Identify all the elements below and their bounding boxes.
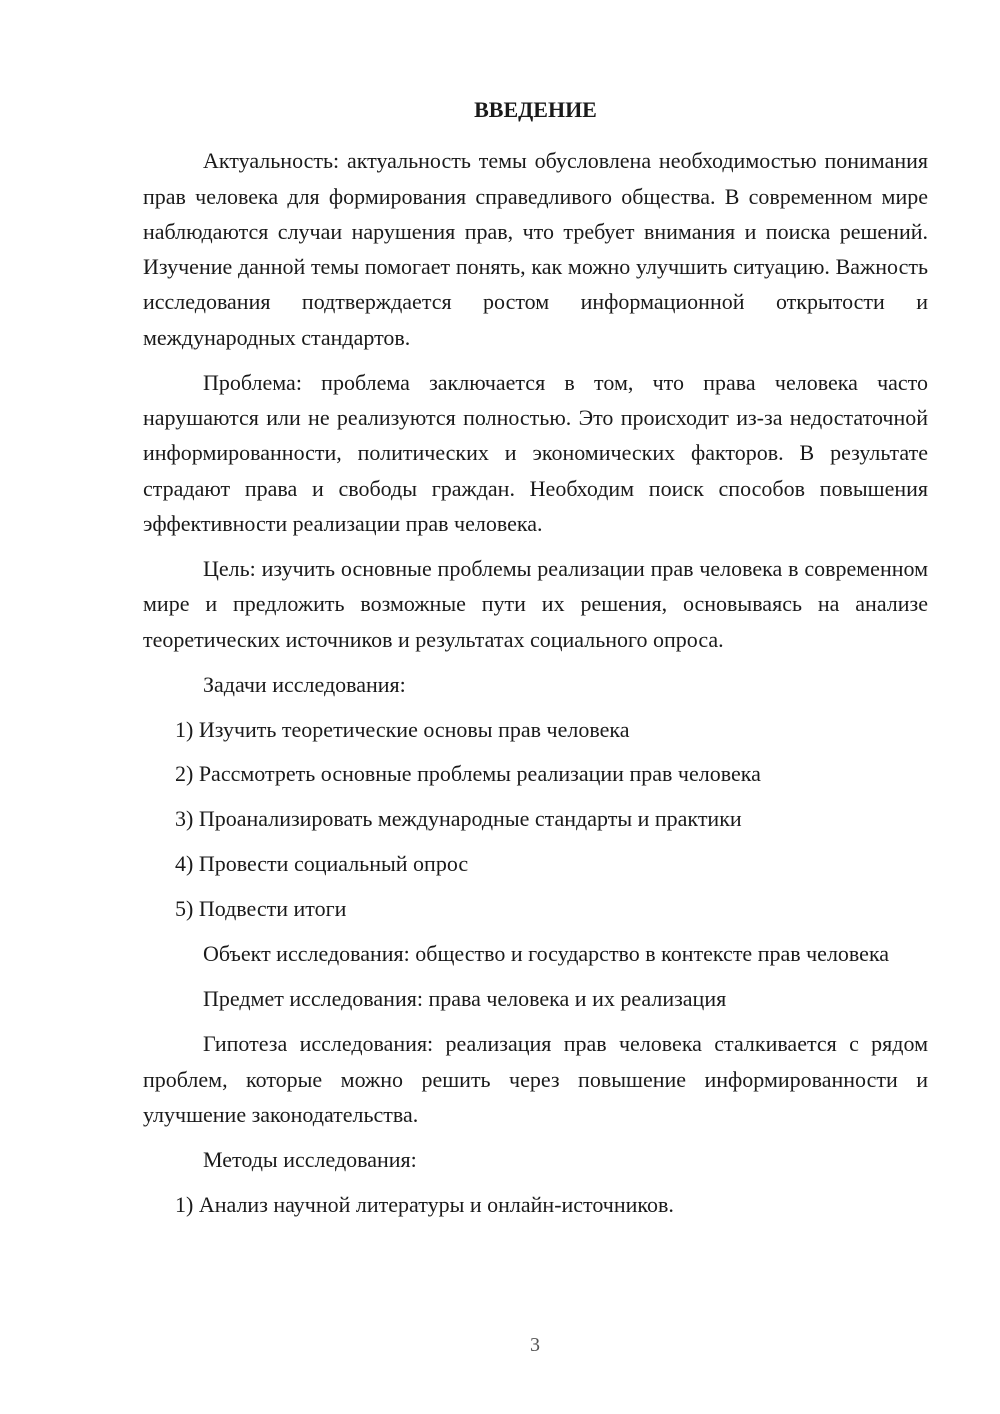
document-page	[143, 92, 928, 1232]
task-item: 5) Подвести итоги	[175, 896, 347, 922]
problem-paragraph: Проблема: проблема заключается в том, что права человека часто нарушаются или не реализуются полностью. Это происходит из-за недостаточной информированности, политических и экономических факторов. В результате страдают права и свободы граждан. Необходим поиск способов повышения эффективности реализации прав человека.	[143, 369, 928, 536]
task-item: 1) Изучить теоретические основы прав человека	[175, 716, 630, 742]
task-item: 4) Провести социальный опрос	[175, 851, 469, 877]
subject-paragraph: Предмет исследования: права человека и их реализация	[203, 986, 727, 1012]
hypothesis-paragraph: Гипотеза исследования: реализация прав человека сталкивается с рядом проблем, которые можно решить через повышение информированности и улучшение законодательства.	[143, 1031, 928, 1127]
section-heading: ВВЕДЕНИЕ	[474, 97, 597, 122]
object-paragraph: Объект исследования: общество и государство в контексте прав человека	[203, 941, 890, 967]
task-item: 2) Рассмотреть основные проблемы реализации прав человека	[175, 761, 761, 787]
methods-label: Методы исследования:	[203, 1146, 417, 1172]
goal-paragraph: Цель: изучить основные проблемы реализации прав человека в современном мире и предложить возможные пути их решения, основываясь на анализе теоретических источников и результатах социального опроса.	[143, 555, 928, 652]
method-item: 1) Анализ научной литературы и онлайн-источников.	[175, 1191, 674, 1217]
task-item: 3) Проанализировать международные стандарты и практики	[175, 806, 742, 832]
page-number: 3	[530, 1334, 540, 1356]
tasks-label: Задачи исследования:	[203, 671, 406, 697]
relevance-paragraph: Актуальность: актуальность темы обусловлена необходимостью понимания прав человека для формирования справедливого общества. В современном мире наблюдаются случаи нарушения прав, что требует внимания и поиска решений. Изучение данной темы помогает понять, как можно улучшить ситуацию. Важность исследования подтверждается ростом информационной открытости и международных стандартов.	[143, 148, 928, 350]
